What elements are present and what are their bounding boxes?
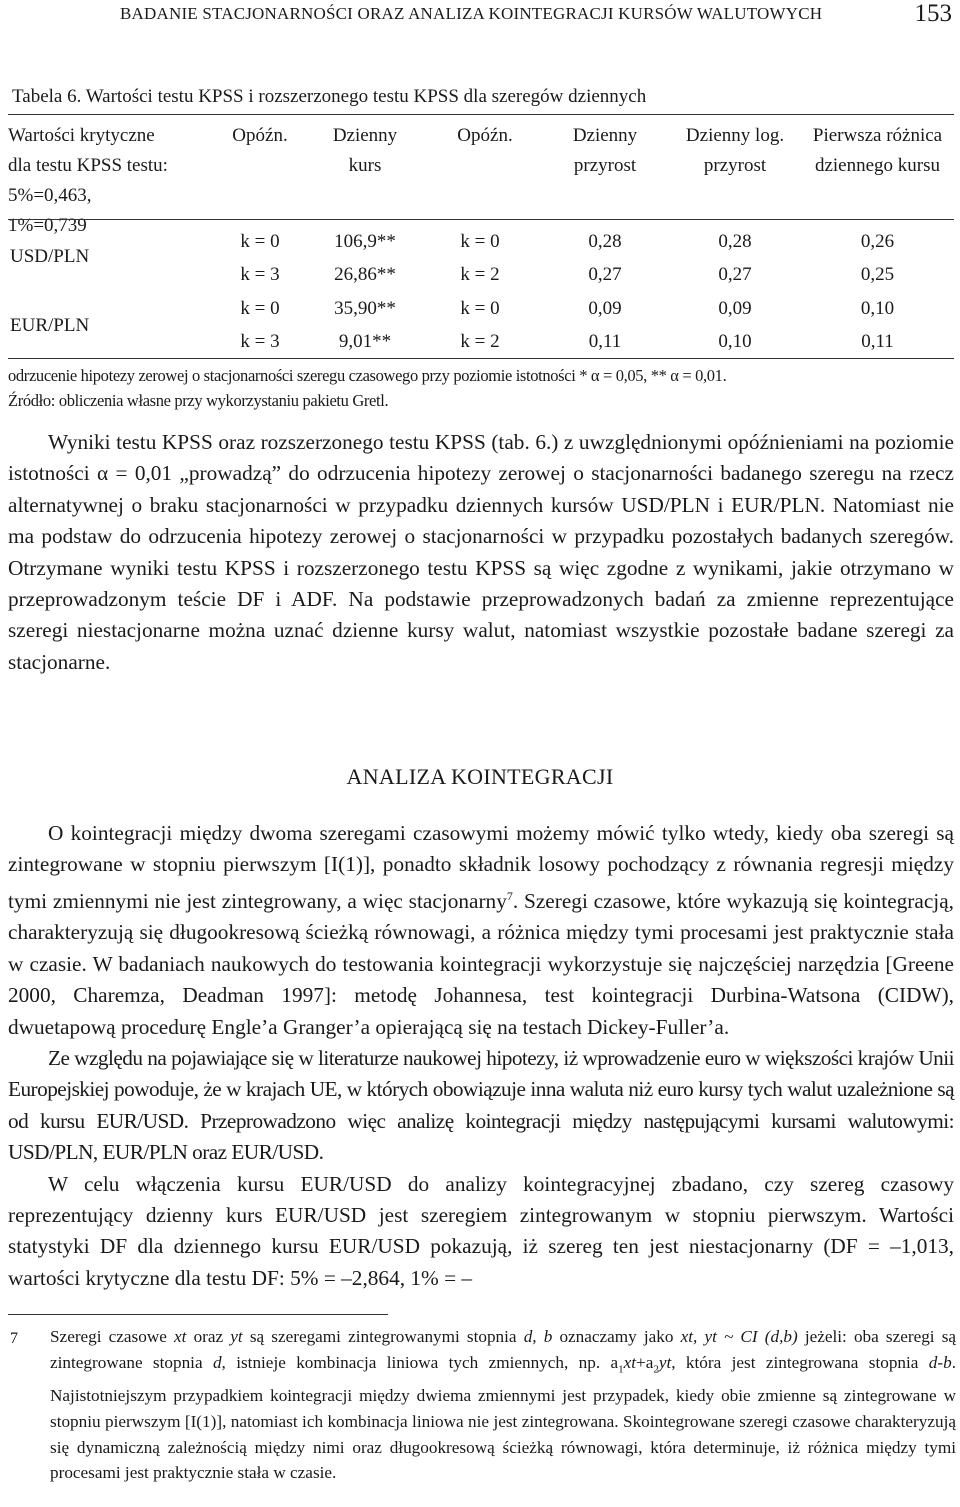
footnote-var: yt: [230, 1327, 243, 1346]
row-label-usdpln: USD/PLN: [10, 246, 90, 267]
running-header: BADANIE STACJONARNOŚCI ORAZ ANALIZA KOINTEGRACJI KURSÓW WALUTOWYCH: [120, 4, 823, 23]
table-cell: 0,10: [860, 298, 895, 319]
table-cell: 26,86**: [334, 264, 396, 285]
section-heading: ANALIZA KOINTEGRACJI: [346, 764, 614, 789]
col-header-text: przyrost: [703, 155, 767, 176]
col-header-text: Dzienny: [572, 125, 638, 146]
crit-header-line: 5%=0,463,: [8, 185, 92, 206]
footnote-subscript: 1: [618, 1363, 624, 1376]
table-cell: 106,9**: [334, 231, 396, 252]
table-cell: 0,26: [860, 231, 895, 252]
table-caption: Tabela 6. Wartości testu KPSS i rozszerzonego testu KPSS dla szeregów dziennych: [12, 86, 647, 107]
col-header-text: Dzienny log.: [685, 125, 785, 146]
footnote-var: d, b: [523, 1327, 553, 1346]
footnote-mark: 7: [10, 1330, 18, 1347]
body-paragraph: [8, 427, 954, 678]
table-header-rule: [8, 219, 954, 220]
page-number: 153: [914, 0, 952, 27]
footnote-text: , która jest zintegrowana stopnia: [671, 1352, 929, 1372]
footnote-var: xt: [174, 1327, 187, 1346]
footnote-text: , istnieje kombinacja liniowa tych zmiennych, np. a: [221, 1352, 619, 1372]
table-cell: 0,10: [718, 331, 752, 352]
table-cell: k = 0: [240, 231, 280, 252]
col-header-text: Pierwsza różnica: [812, 125, 943, 146]
paragraph-text: W celu włączenia kursu EUR/USD do analizy kointegracyjnej zbadano, czy szereg czasowy reprezentujący dzienny kurs EUR/USD jest szeregiem zintegrowanym w stopniu pierwszym. Wartości statystyki DF dla dziennego kursu EUR/USD pokazują, iż szereg ten jest niestacjonarny (DF = –1,013, wartości krytyczne dla testu DF: 5% = –2,864, 1% = –: [8, 1171, 954, 1290]
footnote-var: yt: [658, 1352, 672, 1372]
col-header-text: kurs: [348, 155, 382, 176]
table-cell: 35,90**: [334, 298, 396, 319]
table-top-rule: [8, 114, 954, 115]
col-header-text: Dzienny: [332, 125, 398, 146]
table-cell: k = 3: [240, 264, 280, 285]
table-cell: k = 2: [460, 264, 500, 285]
body-section: [8, 818, 954, 1294]
col-header-daily-log-growth: [675, 121, 795, 181]
footnote-text: . Najistotniejszym przypadkiem kointegracji między dwiema zmiennymi jest przypadek, kiedy obie zmienne są zintegrowane w stopniu pierwszym [I(1)], natomiast ich kombinacja liniowa nie jest zintegrowana. Skointegrowane szeregi czasowe charakteryzują się dynamiczną zależnością między nimi oraz długookresową ścieżką równowagi, która determinuje, iż różnica między tymi procesami jest praktycznie stała w czasie.: [50, 1352, 956, 1483]
table-cell: 9,01**: [338, 331, 392, 352]
paragraph: [8, 818, 954, 1043]
footnote-ref[interactable]: 7: [506, 888, 513, 903]
footnote: [50, 1324, 956, 1486]
paragraph-text: Ze względu na pojawiające się w literaturze naukowej hipotezy, iż wprowadzenie euro w większości krajów Unii Europejskiej powoduje, że w krajach UE, w których obowiązuje inna waluta niż euro kursy tych walut uzależnione są od kursu EUR/USD. Przeprowadzono więc analizę kointegracji między następującymi kursami walutowymi: USD/PLN, EUR/PLN oraz EUR/USD.: [8, 1045, 954, 1165]
col-header-text: przyrost: [573, 155, 637, 176]
table-cell: k = 0: [460, 231, 500, 252]
table-source: Źródło: obliczenia własne przy wykorzystaniu pakietu Gretl.: [8, 391, 389, 410]
table-cell: 0,09: [718, 298, 752, 319]
col-header-daily-growth: [545, 121, 665, 181]
footnote-text: oznaczamy jako: [552, 1327, 681, 1346]
col-header-lag-2: [430, 121, 540, 151]
footnote-text: +a: [636, 1352, 654, 1372]
paragraph-text: Wyniki testu KPSS oraz rozszerzonego testu KPSS (tab. 6.) z uwzględnionymi opóźnieniami na poziomie istotności α = 0,01 „prowadzą” do odrzucenia hipotezy zerowej o stacjonarności badanego szeregu na rzecz alternatywnej o braku stacjonarności w przypadku dziennych kursów USD/PLN i EUR/PLN. Natomiast nie ma podstaw do odrzucenia hipotezy zerowej o stacjonarności w przypadku pozostałych badanych szeregów. Otrzymane wyniki testu KPSS i rozszerzonego testu KPSS są więc zgodne z wynikami, jakie otrzymano w przeprowadzonym teście DF i ADF. Na podstawie przeprowadzonych badań za zmienne reprezentujące szeregi niestacjonarne można uznać dzienne kursy walut, natomiast wszystkie pozostałe badane szeregi za stacjonarne.: [8, 430, 954, 674]
col-header-lag: [210, 121, 310, 151]
footnote-var: xt, yt ~ CI (d,b): [680, 1327, 798, 1346]
col-header-daily-rate: [310, 121, 420, 181]
col-header-text: Opóźn.: [457, 125, 513, 146]
table-cell: 0,28: [588, 231, 622, 252]
footnote-var: d-b: [928, 1352, 952, 1372]
footnote-text: oraz: [186, 1327, 231, 1346]
paragraph-text: . Szeregi czasowe, które wykazują się kointegracją, charakteryzują się długookresową ścieżką równowagi, a różnica między tymi procesami jest praktycznie stała w czasie. W badaniach naukowych do testowania kointegracji wykorzystuje się najczęściej narzędzia [Greene 2000, Charemza, Deadman 1997]: metodę Johannesa, test kointegracji Durbina-Watsona (CIDW), dwuetapową procedurę Engle’a Granger’a opierającą się na testach Dickey-Fuller’a.: [8, 888, 954, 1039]
table-cell: k = 0: [460, 298, 500, 319]
table-cell: k = 2: [460, 331, 500, 352]
table-cell: k = 0: [240, 298, 280, 319]
table-cell: 0,11: [861, 331, 894, 352]
footnote-text: Szeregi czasowe: [50, 1327, 175, 1346]
crit-header-line: 1%=0,739: [8, 215, 87, 236]
paragraph-text: O kointegracji między dwoma szeregami czasowymi możemy mówić tylko wtedy, kiedy oba szeregi są zintegrowane w stopniu pierwszym [I(1)], ponadto składnik losowy pochodzący z równania regresji między tymi zmiennymi nie jest zintegrowany, a więc stacjonarny: [8, 821, 954, 913]
table-cell: 0,09: [588, 298, 622, 319]
table-bottom-rule: [8, 358, 954, 359]
table-note: odrzucenie hipotezy zerowej o stacjonarności szeregu czasowego przy poziomie istotności * α = 0,05, ** α = 0,01.: [8, 366, 727, 385]
footnote-subscript: 2: [653, 1363, 659, 1376]
table-cell: 0,27: [718, 264, 752, 285]
footnote-text: jeżeli: oba szeregi są zintegrowane stopnia: [50, 1327, 957, 1372]
footnote-var: xt: [623, 1352, 637, 1372]
row-label-eurpln: EUR/PLN: [10, 315, 90, 336]
table-cell: 0,25: [860, 264, 895, 285]
footnote-rule: [8, 1314, 388, 1315]
crit-header-line: dla testu KPSS testu:: [8, 155, 168, 176]
table-cell: 0,27: [588, 264, 622, 285]
crit-header-line: Wartości krytyczne: [8, 125, 155, 146]
critical-values-header: [8, 121, 168, 241]
col-header-first-difference: [795, 121, 960, 181]
footnote-var: d: [212, 1352, 222, 1372]
table-cell: 0,28: [718, 231, 752, 252]
col-header-text: Opóźn.: [232, 125, 288, 146]
col-header-text: dziennego kursu: [814, 155, 941, 176]
table-cell: k = 3: [240, 331, 280, 352]
table-cell: 0,11: [588, 331, 622, 352]
footnote-text: są szeregami zintegrowanymi stopnia: [242, 1327, 524, 1346]
